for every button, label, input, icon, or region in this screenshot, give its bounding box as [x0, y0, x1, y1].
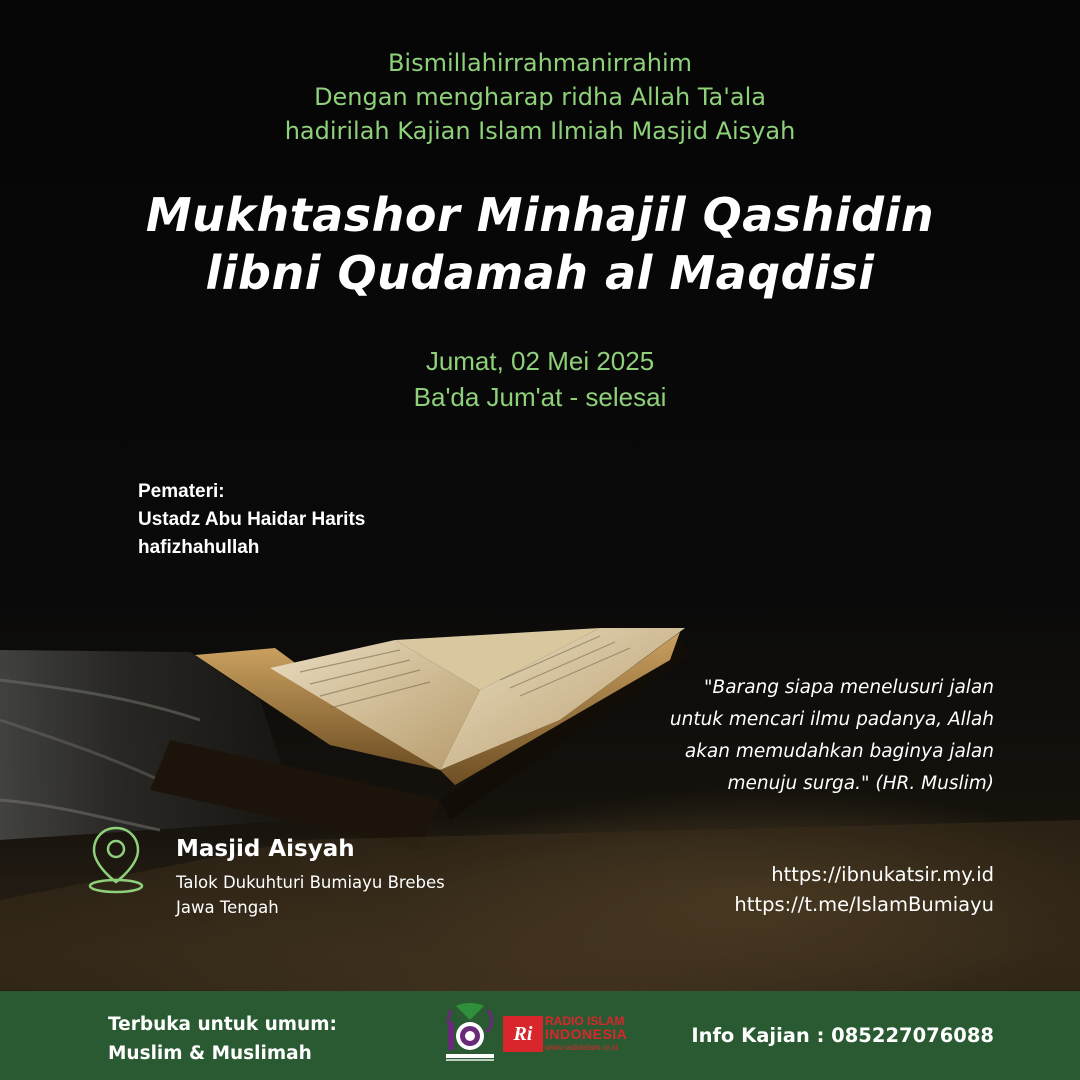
speaker-honorific: hafizhahullah	[138, 537, 260, 558]
location-address	[176, 870, 445, 920]
map-pin-icon	[86, 824, 146, 896]
telegram-link[interactable]: https://t.me/IslamBumiayu	[734, 893, 994, 916]
event-time: Ba'da Jum'at - selesai	[413, 382, 667, 412]
intro-line-3: hadirilah Kajian Islam Ilmiah Masjid Aisyah	[284, 117, 796, 145]
intro-line-2: Dengan mengharap ridha Allah Ta'ala	[314, 83, 766, 111]
speaker-name: Ustadz Abu Haidar Harits	[138, 509, 366, 530]
links	[734, 860, 994, 920]
quote-line-1: "Barang siapa menelusuri jalan	[704, 677, 994, 698]
quote-line-4: menuju surga." (HR. Muslim)	[727, 773, 994, 794]
event-title	[0, 186, 1080, 302]
hadith-quote	[574, 672, 994, 800]
audience-value: Muslim & Muslimah	[108, 1043, 312, 1064]
logo-line-1: RADIO ISLAM	[545, 1014, 625, 1028]
schedule	[0, 343, 1080, 415]
radio-logo-icon	[442, 1000, 498, 1064]
contact-info: Info Kajian : 085227076088	[691, 1024, 994, 1047]
audience-label: Terbuka untuk umum:	[108, 1014, 337, 1035]
address-line-1: Talok Dukuhturi Bumiayu Brebes	[176, 873, 445, 892]
title-line-1: Mukhtashor Minhajil Qashidin	[145, 188, 935, 242]
radio-islam-indonesia-logo	[503, 1012, 643, 1058]
website-link[interactable]: https://ibnukatsir.my.id	[771, 863, 994, 886]
logo-line-3: www.radioislam.or.id	[545, 1043, 618, 1052]
intro-line-1: Bismillahirrahmanirrahim	[387, 49, 693, 77]
speaker-label: Pemateri:	[138, 481, 225, 502]
quote-line-2: untuk mencari ilmu padanya, Allah	[669, 709, 994, 730]
event-date: Jumat, 02 Mei 2025	[425, 346, 655, 376]
logo-line-2: INDONESIA	[545, 1026, 628, 1042]
title-line-2: libni Qudamah al Maqdisi	[205, 246, 875, 300]
address-line-2: Jawa Tengah	[176, 898, 279, 917]
audience-info	[108, 1010, 337, 1068]
quote-line-3: akan memudahkan baginya jalan	[684, 741, 994, 762]
logo-mark: Ri	[503, 1016, 543, 1052]
intro-text	[0, 46, 1080, 148]
speaker-info	[138, 478, 365, 562]
location-name: Masjid Aisyah	[176, 836, 355, 862]
